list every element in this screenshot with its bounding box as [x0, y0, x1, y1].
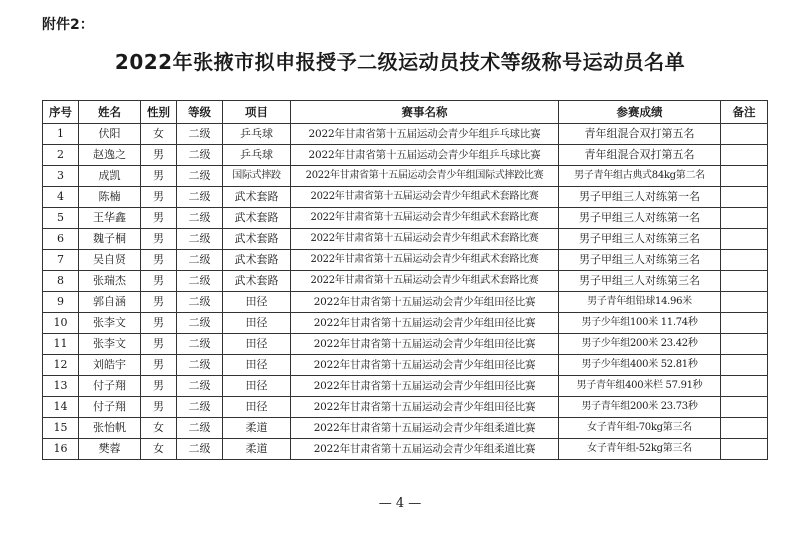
cell-no: 10 — [43, 313, 79, 334]
cell-remark — [721, 397, 768, 418]
cell-result: 男子少年组100米 11.74秒 — [559, 313, 721, 334]
cell-remark — [721, 334, 768, 355]
cell-level: 二级 — [177, 397, 223, 418]
cell-result: 男子甲组三人对练第一名 — [559, 187, 721, 208]
cell-event: 2022年甘肃省第十五届运动会青少年组田径比赛 — [291, 355, 559, 376]
cell-sport: 国际式摔跤 — [223, 166, 291, 187]
cell-remark — [721, 208, 768, 229]
cell-no: 9 — [43, 292, 79, 313]
cell-event: 2022年甘肃省第十五届运动会青少年组乒乓球比赛 — [291, 124, 559, 145]
cell-sport: 乒乓球 — [223, 145, 291, 166]
table-row — [43, 208, 768, 229]
cell-gender: 女 — [141, 418, 177, 439]
cell-event: 2022年甘肃省第十五届运动会青少年组柔道比赛 — [291, 439, 559, 460]
table-row — [43, 355, 768, 376]
cell-event: 2022年甘肃省第十五届运动会青少年组乒乓球比赛 — [291, 145, 559, 166]
cell-event: 2022年甘肃省第十五届运动会青少年组柔道比赛 — [291, 418, 559, 439]
cell-result: 男子少年组200米 23.42秒 — [559, 334, 721, 355]
cell-remark — [721, 271, 768, 292]
cell-sport: 武术套路 — [223, 271, 291, 292]
header-remark: 备注 — [721, 101, 768, 124]
header-result: 参赛成绩 — [559, 101, 721, 124]
cell-event: 2022年甘肃省第十五届运动会青少年组武术套路比赛 — [291, 271, 559, 292]
cell-sport: 武术套路 — [223, 208, 291, 229]
table-row — [43, 418, 768, 439]
cell-gender: 男 — [141, 229, 177, 250]
cell-event: 2022年甘肃省第十五届运动会青少年组田径比赛 — [291, 334, 559, 355]
cell-name: 刘皓宇 — [79, 355, 141, 376]
cell-result: 男子甲组三人对练第一名 — [559, 208, 721, 229]
athlete-roster-table — [42, 100, 768, 460]
cell-name: 付子翔 — [79, 376, 141, 397]
document-title: 2022年张掖市拟申报授予二级运动员技术等级称号运动员名单 — [114, 50, 686, 74]
cell-gender: 男 — [141, 187, 177, 208]
table-row — [43, 292, 768, 313]
header-name: 姓名 — [79, 101, 141, 124]
cell-name: 吴自贤 — [79, 250, 141, 271]
cell-name: 张李文 — [79, 313, 141, 334]
cell-result: 男子甲组三人对练第三名 — [559, 271, 721, 292]
cell-name: 陈楠 — [79, 187, 141, 208]
cell-level: 二级 — [177, 313, 223, 334]
cell-gender: 男 — [141, 145, 177, 166]
cell-name: 王华鑫 — [79, 208, 141, 229]
cell-no: 15 — [43, 418, 79, 439]
page-number: — 4 — — [378, 496, 422, 511]
cell-remark — [721, 418, 768, 439]
cell-level: 二级 — [177, 418, 223, 439]
header-sport: 项目 — [223, 101, 291, 124]
cell-remark — [721, 166, 768, 187]
cell-remark — [721, 439, 768, 460]
cell-name: 张瑞杰 — [79, 271, 141, 292]
table-row — [43, 271, 768, 292]
cell-name: 赵逸之 — [79, 145, 141, 166]
cell-no: 3 — [43, 166, 79, 187]
cell-event: 2022年甘肃省第十五届运动会青少年组武术套路比赛 — [291, 187, 559, 208]
table-header-row — [43, 101, 768, 124]
table-row — [43, 145, 768, 166]
cell-sport: 武术套路 — [223, 250, 291, 271]
cell-result: 女子青年组-70kg第三名 — [559, 418, 721, 439]
table-row — [43, 250, 768, 271]
cell-remark — [721, 355, 768, 376]
table-row — [43, 334, 768, 355]
cell-no: 7 — [43, 250, 79, 271]
cell-level: 二级 — [177, 355, 223, 376]
cell-gender: 女 — [141, 439, 177, 460]
table-row — [43, 124, 768, 145]
cell-name: 魏子桐 — [79, 229, 141, 250]
cell-no: 2 — [43, 145, 79, 166]
cell-event: 2022年甘肃省第十五届运动会青少年组田径比赛 — [291, 292, 559, 313]
cell-sport: 武术套路 — [223, 229, 291, 250]
cell-gender: 男 — [141, 292, 177, 313]
cell-event: 2022年甘肃省第十五届运动会青少年组武术套路比赛 — [291, 250, 559, 271]
cell-sport: 田径 — [223, 376, 291, 397]
cell-result: 男子青年组200米 23.73秒 — [559, 397, 721, 418]
cell-result: 男子甲组三人对练第三名 — [559, 250, 721, 271]
cell-gender: 男 — [141, 397, 177, 418]
table-row — [43, 229, 768, 250]
cell-gender: 女 — [141, 124, 177, 145]
cell-remark — [721, 124, 768, 145]
cell-gender: 男 — [141, 355, 177, 376]
cell-level: 二级 — [177, 208, 223, 229]
cell-gender: 男 — [141, 334, 177, 355]
cell-event: 2022年甘肃省第十五届运动会青少年组国际式摔跤比赛 — [291, 166, 559, 187]
cell-level: 二级 — [177, 145, 223, 166]
cell-remark — [721, 292, 768, 313]
cell-sport: 武术套路 — [223, 187, 291, 208]
cell-sport: 田径 — [223, 292, 291, 313]
table-row — [43, 439, 768, 460]
cell-level: 二级 — [177, 376, 223, 397]
cell-sport: 乒乓球 — [223, 124, 291, 145]
cell-no: 14 — [43, 397, 79, 418]
cell-name: 成凯 — [79, 166, 141, 187]
cell-gender: 男 — [141, 376, 177, 397]
attachment-label: 附件2： — [42, 17, 94, 33]
cell-remark — [721, 376, 768, 397]
cell-name: 张怡帆 — [79, 418, 141, 439]
cell-no: 11 — [43, 334, 79, 355]
cell-level: 二级 — [177, 187, 223, 208]
cell-sport: 田径 — [223, 334, 291, 355]
cell-result: 男子青年组铅球14.96米 — [559, 292, 721, 313]
cell-event: 2022年甘肃省第十五届运动会青少年组田径比赛 — [291, 376, 559, 397]
cell-level: 二级 — [177, 292, 223, 313]
cell-level: 二级 — [177, 229, 223, 250]
table-row — [43, 313, 768, 334]
cell-level: 二级 — [177, 250, 223, 271]
cell-level: 二级 — [177, 334, 223, 355]
header-gender: 性别 — [141, 101, 177, 124]
cell-event: 2022年甘肃省第十五届运动会青少年组武术套路比赛 — [291, 229, 559, 250]
cell-remark — [721, 250, 768, 271]
cell-remark — [721, 229, 768, 250]
cell-sport: 田径 — [223, 355, 291, 376]
cell-event: 2022年甘肃省第十五届运动会青少年组武术套路比赛 — [291, 208, 559, 229]
cell-gender: 男 — [141, 313, 177, 334]
cell-level: 二级 — [177, 271, 223, 292]
cell-sport: 柔道 — [223, 418, 291, 439]
table-row — [43, 376, 768, 397]
cell-name: 郭自涵 — [79, 292, 141, 313]
cell-result: 男子青年组古典式84kg第二名 — [559, 166, 721, 187]
cell-no: 16 — [43, 439, 79, 460]
cell-remark — [721, 145, 768, 166]
cell-sport: 柔道 — [223, 439, 291, 460]
cell-gender: 男 — [141, 250, 177, 271]
cell-sport: 田径 — [223, 313, 291, 334]
table-row — [43, 397, 768, 418]
cell-gender: 男 — [141, 166, 177, 187]
header-level: 等级 — [177, 101, 223, 124]
cell-remark — [721, 187, 768, 208]
cell-no: 4 — [43, 187, 79, 208]
table-row — [43, 187, 768, 208]
table-row — [43, 166, 768, 187]
cell-gender: 男 — [141, 208, 177, 229]
cell-level: 二级 — [177, 439, 223, 460]
cell-sport: 田径 — [223, 397, 291, 418]
cell-result: 青年组混合双打第五名 — [559, 124, 721, 145]
cell-result: 男子青年组400米栏 57.91秒 — [559, 376, 721, 397]
cell-result: 男子甲组三人对练第三名 — [559, 229, 721, 250]
cell-name: 张李文 — [79, 334, 141, 355]
cell-result: 女子青年组-52kg第三名 — [559, 439, 721, 460]
cell-no: 8 — [43, 271, 79, 292]
cell-no: 13 — [43, 376, 79, 397]
cell-no: 6 — [43, 229, 79, 250]
cell-name: 伏阳 — [79, 124, 141, 145]
cell-no: 12 — [43, 355, 79, 376]
cell-gender: 男 — [141, 271, 177, 292]
cell-event: 2022年甘肃省第十五届运动会青少年组田径比赛 — [291, 313, 559, 334]
cell-event: 2022年甘肃省第十五届运动会青少年组田径比赛 — [291, 397, 559, 418]
cell-level: 二级 — [177, 124, 223, 145]
cell-no: 1 — [43, 124, 79, 145]
cell-name: 付子翔 — [79, 397, 141, 418]
cell-result: 男子少年组400米 52.81秒 — [559, 355, 721, 376]
cell-result: 青年组混合双打第五名 — [559, 145, 721, 166]
cell-remark — [721, 313, 768, 334]
cell-level: 二级 — [177, 166, 223, 187]
cell-name: 樊蓉 — [79, 439, 141, 460]
header-event: 赛事名称 — [291, 101, 559, 124]
cell-no: 5 — [43, 208, 79, 229]
header-no: 序号 — [43, 101, 79, 124]
